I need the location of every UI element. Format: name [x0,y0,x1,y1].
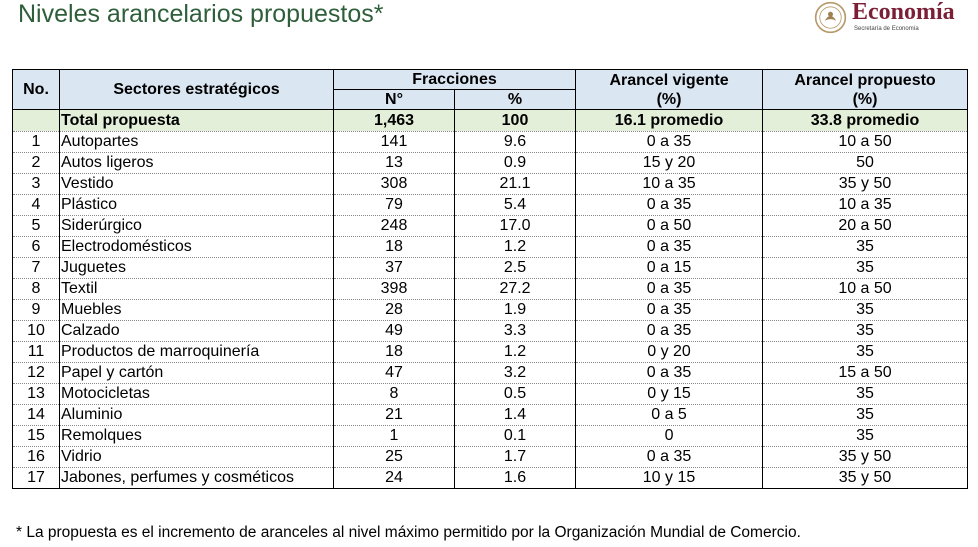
table-row [13,468,968,489]
fracciones-pct-cell: 21.1 [455,174,576,195]
table-row [13,321,968,342]
table-row [13,258,968,279]
fracciones-pct-cell: 1.2 [455,237,576,258]
fracciones-n-cell: 47 [334,363,455,384]
arancel-vigente-cell: 0 a 35 [576,237,763,258]
row-number-cell: 10 [13,321,60,342]
logo-subtitle: Secretaría de Economía [854,26,919,32]
economia-logo [814,0,974,40]
sector-name-cell: Electrodomésticos [60,237,334,258]
sector-name-cell: Vestido [60,174,334,195]
arancel-vigente-cell: 15 y 20 [576,153,763,174]
row-number-cell: 2 [13,153,60,174]
row-number-cell: 3 [13,174,60,195]
fracciones-n-cell: 308 [334,174,455,195]
sector-name-cell: Calzado [60,321,334,342]
arancel-vigente-cell: 0 [576,426,763,447]
header-no: No. [13,70,60,110]
arancel-propuesto-cell: 10 a 35 [763,195,968,216]
arancel-vigente-cell: 0 y 15 [576,384,763,405]
fracciones-pct-cell: 0.1 [455,426,576,447]
fracciones-n-cell: 24 [334,468,455,489]
fracciones-pct-cell: 1.7 [455,447,576,468]
sector-name-cell: Muebles [60,300,334,321]
total-no-cell [13,110,60,132]
row-number-cell: 4 [13,195,60,216]
sector-name-cell: Siderúrgico [60,216,334,237]
row-number-cell: 5 [13,216,60,237]
sector-name-cell: Motocicletas [60,384,334,405]
sector-name-cell: Vidrio [60,447,334,468]
sector-name-cell: Autos ligeros [60,153,334,174]
arancel-vigente-cell: 0 a 35 [576,321,763,342]
fracciones-n-cell: 18 [334,342,455,363]
header-sector: Sectores estratégicos [60,70,334,110]
fracciones-pct-cell: 27.2 [455,279,576,300]
arancel-vigente-cell: 10 a 35 [576,174,763,195]
arancel-vigente-cell: 10 y 15 [576,468,763,489]
arancel-vigente-cell: 0 a 35 [576,132,763,153]
row-number-cell: 8 [13,279,60,300]
header-fracciones: Fracciones [334,70,576,90]
fracciones-n-cell: 25 [334,447,455,468]
arancel-vigente-cell: 0 y 20 [576,342,763,363]
total-label: Total propuesta [60,110,334,132]
fracciones-n-cell: 398 [334,279,455,300]
total-n: 1,463 [334,110,455,132]
page-title: Niveles arancelarios propuestos* [18,0,384,28]
header-arancel-propuesto [763,70,968,110]
header-propuesto-line2: (%) [852,90,878,108]
header-n: N° [334,90,455,110]
fracciones-pct-cell: 0.9 [455,153,576,174]
row-number-cell: 16 [13,447,60,468]
sector-name-cell: Remolques [60,426,334,447]
fracciones-pct-cell: 9.6 [455,132,576,153]
arancel-propuesto-cell: 35 [763,321,968,342]
table-row [13,216,968,237]
table-row [13,363,968,384]
arancel-vigente-cell: 0 a 35 [576,363,763,384]
sector-name-cell: Juguetes [60,258,334,279]
fracciones-n-cell: 37 [334,258,455,279]
fracciones-n-cell: 8 [334,384,455,405]
fracciones-pct-cell: 0.5 [455,384,576,405]
total-pct: 100 [455,110,576,132]
fracciones-pct-cell: 5.4 [455,195,576,216]
header-pct: % [455,90,576,110]
row-number-cell: 9 [13,300,60,321]
fracciones-pct-cell: 3.3 [455,321,576,342]
table-row [13,405,968,426]
table-row [13,132,968,153]
table-row [13,195,968,216]
table-row [13,384,968,405]
fracciones-n-cell: 1 [334,426,455,447]
total-vigente: 16.1 promedio [576,110,763,132]
row-number-cell: 6 [13,237,60,258]
arancel-propuesto-cell: 35 [763,426,968,447]
arancel-propuesto-cell: 35 [763,237,968,258]
fracciones-n-cell: 28 [334,300,455,321]
table-row [13,447,968,468]
fracciones-pct-cell: 3.2 [455,363,576,384]
table-row [13,153,968,174]
row-number-cell: 7 [13,258,60,279]
row-number-cell: 15 [13,426,60,447]
fracciones-pct-cell: 1.9 [455,300,576,321]
arancel-propuesto-cell: 35 [763,405,968,426]
arancel-propuesto-cell: 35 [763,342,968,363]
arancel-propuesto-cell: 50 [763,153,968,174]
row-number-cell: 11 [13,342,60,363]
fracciones-pct-cell: 2.5 [455,258,576,279]
fracciones-n-cell: 49 [334,321,455,342]
arancel-propuesto-cell: 10 a 50 [763,279,968,300]
fracciones-pct-cell: 1.4 [455,405,576,426]
arancel-vigente-cell: 0 a 35 [576,279,763,300]
arancel-propuesto-cell: 35 [763,300,968,321]
table-row [13,279,968,300]
arancel-vigente-cell: 0 a 50 [576,216,763,237]
logo-wordmark: Economía [852,0,955,25]
header-arancel-vigente [576,70,763,110]
arancel-vigente-cell: 0 a 15 [576,258,763,279]
row-number-cell: 14 [13,405,60,426]
sector-name-cell: Textil [60,279,334,300]
total-row [13,110,968,132]
arancel-propuesto-cell: 10 a 50 [763,132,968,153]
fracciones-n-cell: 18 [334,237,455,258]
sector-name-cell: Productos de marroquinería [60,342,334,363]
fracciones-pct-cell: 1.2 [455,342,576,363]
arancel-propuesto-cell: 35 [763,384,968,405]
sector-name-cell: Autopartes [60,132,334,153]
header-vigente-line2: (%) [656,90,682,108]
table-row [13,300,968,321]
arancel-vigente-cell: 0 a 35 [576,447,763,468]
arancel-propuesto-cell: 35 y 50 [763,468,968,489]
arancel-propuesto-cell: 20 a 50 [763,216,968,237]
fracciones-n-cell: 248 [334,216,455,237]
fracciones-pct-cell: 17.0 [455,216,576,237]
row-number-cell: 17 [13,468,60,489]
tariff-table [12,69,968,489]
arancel-vigente-cell: 0 a 35 [576,300,763,321]
table-row [13,237,968,258]
seal-icon [814,1,847,34]
table-row [13,426,968,447]
arancel-vigente-cell: 0 a 5 [576,405,763,426]
sector-name-cell: Plástico [60,195,334,216]
footnote: * La propuesta es el incremento de aranceles al nivel máximo permitido por la Organización Mundial de Comercio. [16,524,801,541]
table-row [13,342,968,363]
arancel-propuesto-cell: 35 [763,258,968,279]
fracciones-n-cell: 79 [334,195,455,216]
header-vigente-line1: Arancel vigente [609,71,729,89]
arancel-propuesto-cell: 15 a 50 [763,363,968,384]
arancel-vigente-cell: 0 a 35 [576,195,763,216]
fracciones-n-cell: 21 [334,405,455,426]
row-number-cell: 12 [13,363,60,384]
sector-name-cell: Jabones, perfumes y cosméticos [60,468,334,489]
row-number-cell: 1 [13,132,60,153]
sector-name-cell: Aluminio [60,405,334,426]
total-propuesto: 33.8 promedio [763,110,968,132]
fracciones-n-cell: 13 [334,153,455,174]
arancel-propuesto-cell: 35 y 50 [763,174,968,195]
fracciones-pct-cell: 1.6 [455,468,576,489]
header-propuesto-line1: Arancel propuesto [794,71,936,89]
arancel-propuesto-cell: 35 y 50 [763,447,968,468]
sector-name-cell: Papel y cartón [60,363,334,384]
fracciones-n-cell: 141 [334,132,455,153]
table-row [13,174,968,195]
row-number-cell: 13 [13,384,60,405]
